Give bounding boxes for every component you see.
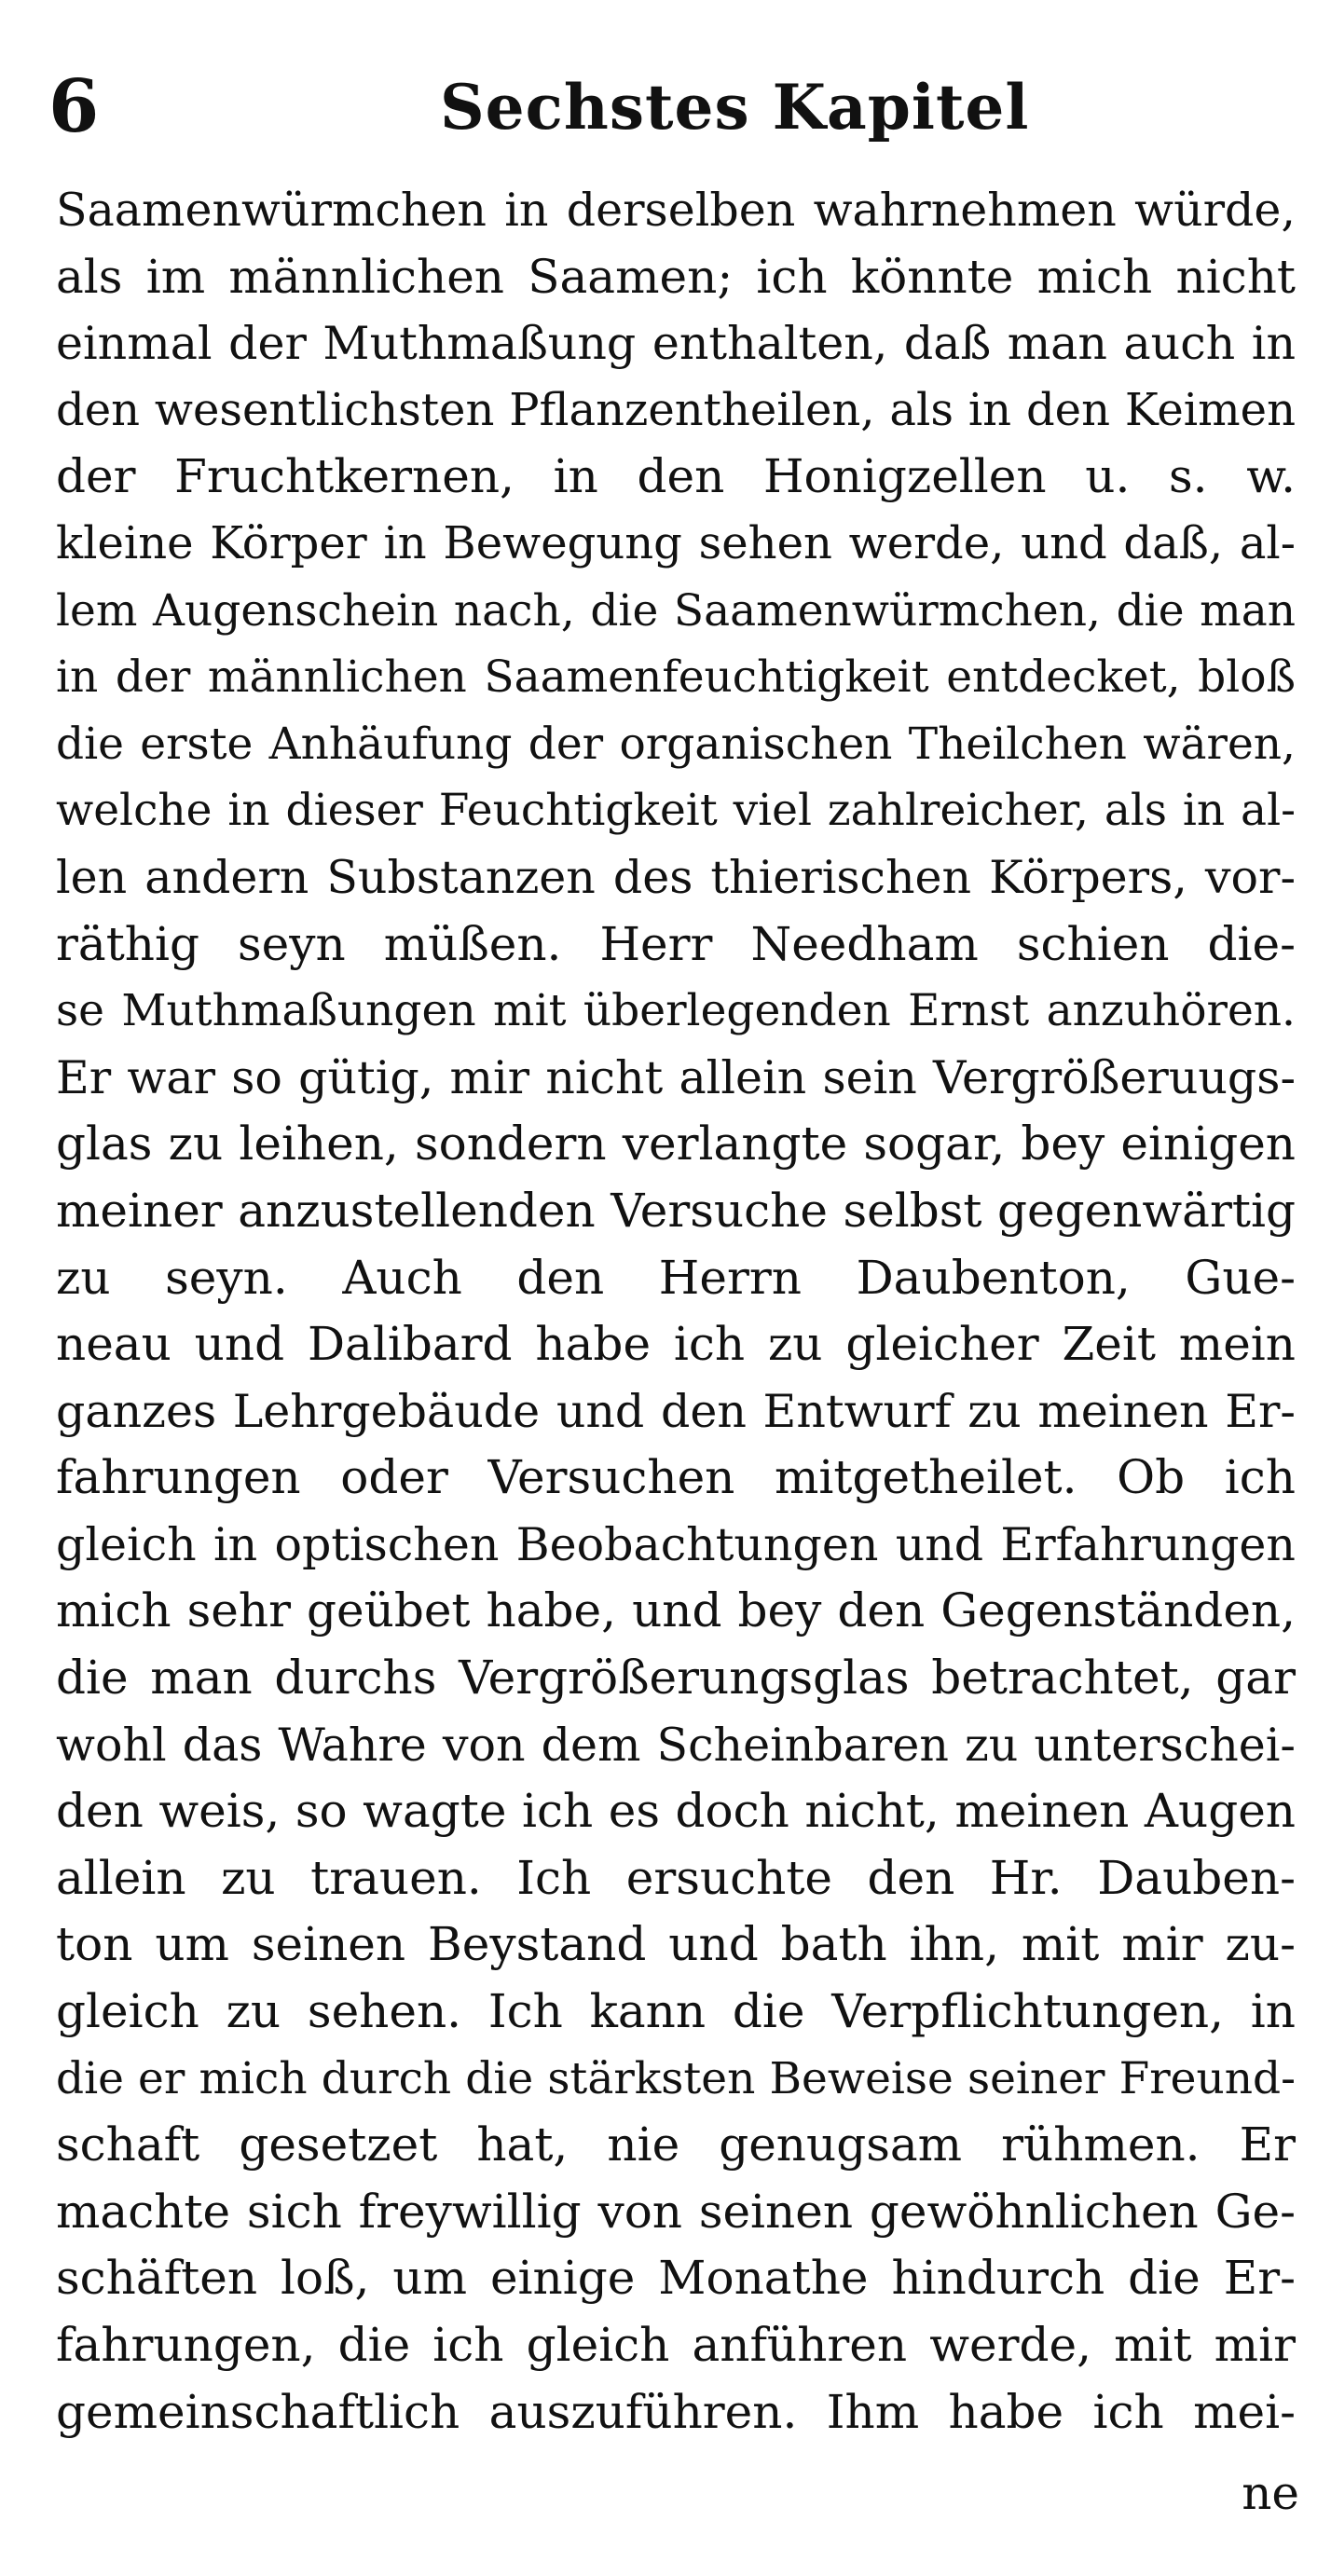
text-line: fahrungen, die ich gleich anführen werde, mit mir (56, 2318, 1296, 2372)
text-line: schäften loß, um einige Monathe hindurch die Er- (56, 2251, 1296, 2306)
page-number: 6 (48, 64, 100, 149)
text-line: Er war so gütig, mir nicht allein sein Vergrößeruugs- (56, 1050, 1296, 1104)
text-line: gleich zu sehen. Ich kann die Verpflichtungen, in (56, 1984, 1296, 2039)
text-line: der Fruchtkernen, in den Honigzellen u. s. w. (56, 449, 1296, 504)
text-line: neau und Dalibard habe ich zu gleicher Zeit mein (56, 1317, 1296, 1372)
text-line: einmal der Muthmaßung enthalten, daß man auch in (56, 317, 1296, 371)
text-line: den wesentlichsten Pflanzentheilen, als in den Keimen (56, 383, 1296, 436)
text-line: schaft gesetzet hat, nie genugsam rühmen. Er (56, 2117, 1296, 2172)
text-line: die erste Anhäufung der organischen Theilchen wären, (56, 718, 1296, 770)
text-line: allein zu trauen. Ich ersuchte den Hr. Dauben- (56, 1850, 1296, 1905)
text-line: machte sich freywillig von seinen gewöhnlichen Ge- (56, 2184, 1296, 2239)
text-line: die man durchs Vergrößerungsglas betrachtet, gar (56, 1651, 1296, 1706)
text-line: wohl das Wahre von dem Scheinbaren zu unterschei- (56, 1718, 1296, 1772)
body-text (56, 177, 1296, 2446)
page-header (48, 56, 1297, 158)
text-line: Saamenwürmchen in derselben wahrnehmen würde, (56, 184, 1296, 237)
text-line: meiner anzustellenden Versuche selbst gegenwärtig (56, 1183, 1296, 1238)
text-line: fahrungen oder Versuchen mitgetheilet. Ob ich (56, 1450, 1296, 1505)
text-line: den weis, so wagte ich es doch nicht, meinen Augen (56, 1784, 1296, 1839)
text-line: len andern Substanzen des thierischen Körpers, vor- (56, 850, 1296, 904)
text-line: gleich in optischen Beobachtungen und Erfahrungen (56, 1517, 1296, 1571)
text-line: lem Augenschein nach, die Saamenwürmchen, die man (56, 584, 1296, 637)
text-line: zu seyn. Auch den Herrn Daubenton, Gue- (56, 1250, 1296, 1305)
text-line: gemeinschaftlich auszuführen. Ihm habe ich mei- (56, 2384, 1296, 2439)
text-line: die er mich durch die stärksten Beweise seiner Freund- (56, 2052, 1296, 2104)
text-line: räthig seyn müßen. Herr Needham schien die- (56, 916, 1296, 971)
text-line: in der männlichen Saamenfeuchtigkeit entdecket, bloß (56, 651, 1296, 704)
text-line: welche in dieser Feuchtigkeit viel zahlreicher, als in al- (56, 785, 1296, 837)
text-line: mich sehr geübet habe, und bey den Gegenständen, (56, 1583, 1296, 1638)
text-line: kleine Körper in Bewegung sehen werde, und daß, al- (56, 516, 1296, 569)
running-head: Sechstes Kapitel (440, 71, 1030, 144)
text-line: ton um seinen Beystand und bath ihn, mit mir zu- (56, 1917, 1296, 1972)
text-line: ganzes Lehrgebäude und den Entwurf zu meinen Er- (56, 1384, 1296, 1438)
text-line: se Muthmaßungen mit überlegenden Ernst anzuhören. (56, 985, 1296, 1037)
text-line: als im männlichen Saamen; ich könnte mich nicht (56, 249, 1296, 304)
catchword: ne (1242, 2466, 1299, 2520)
text-line: glas zu leihen, sondern verlangte sogar, bey einigen (56, 1117, 1296, 1172)
